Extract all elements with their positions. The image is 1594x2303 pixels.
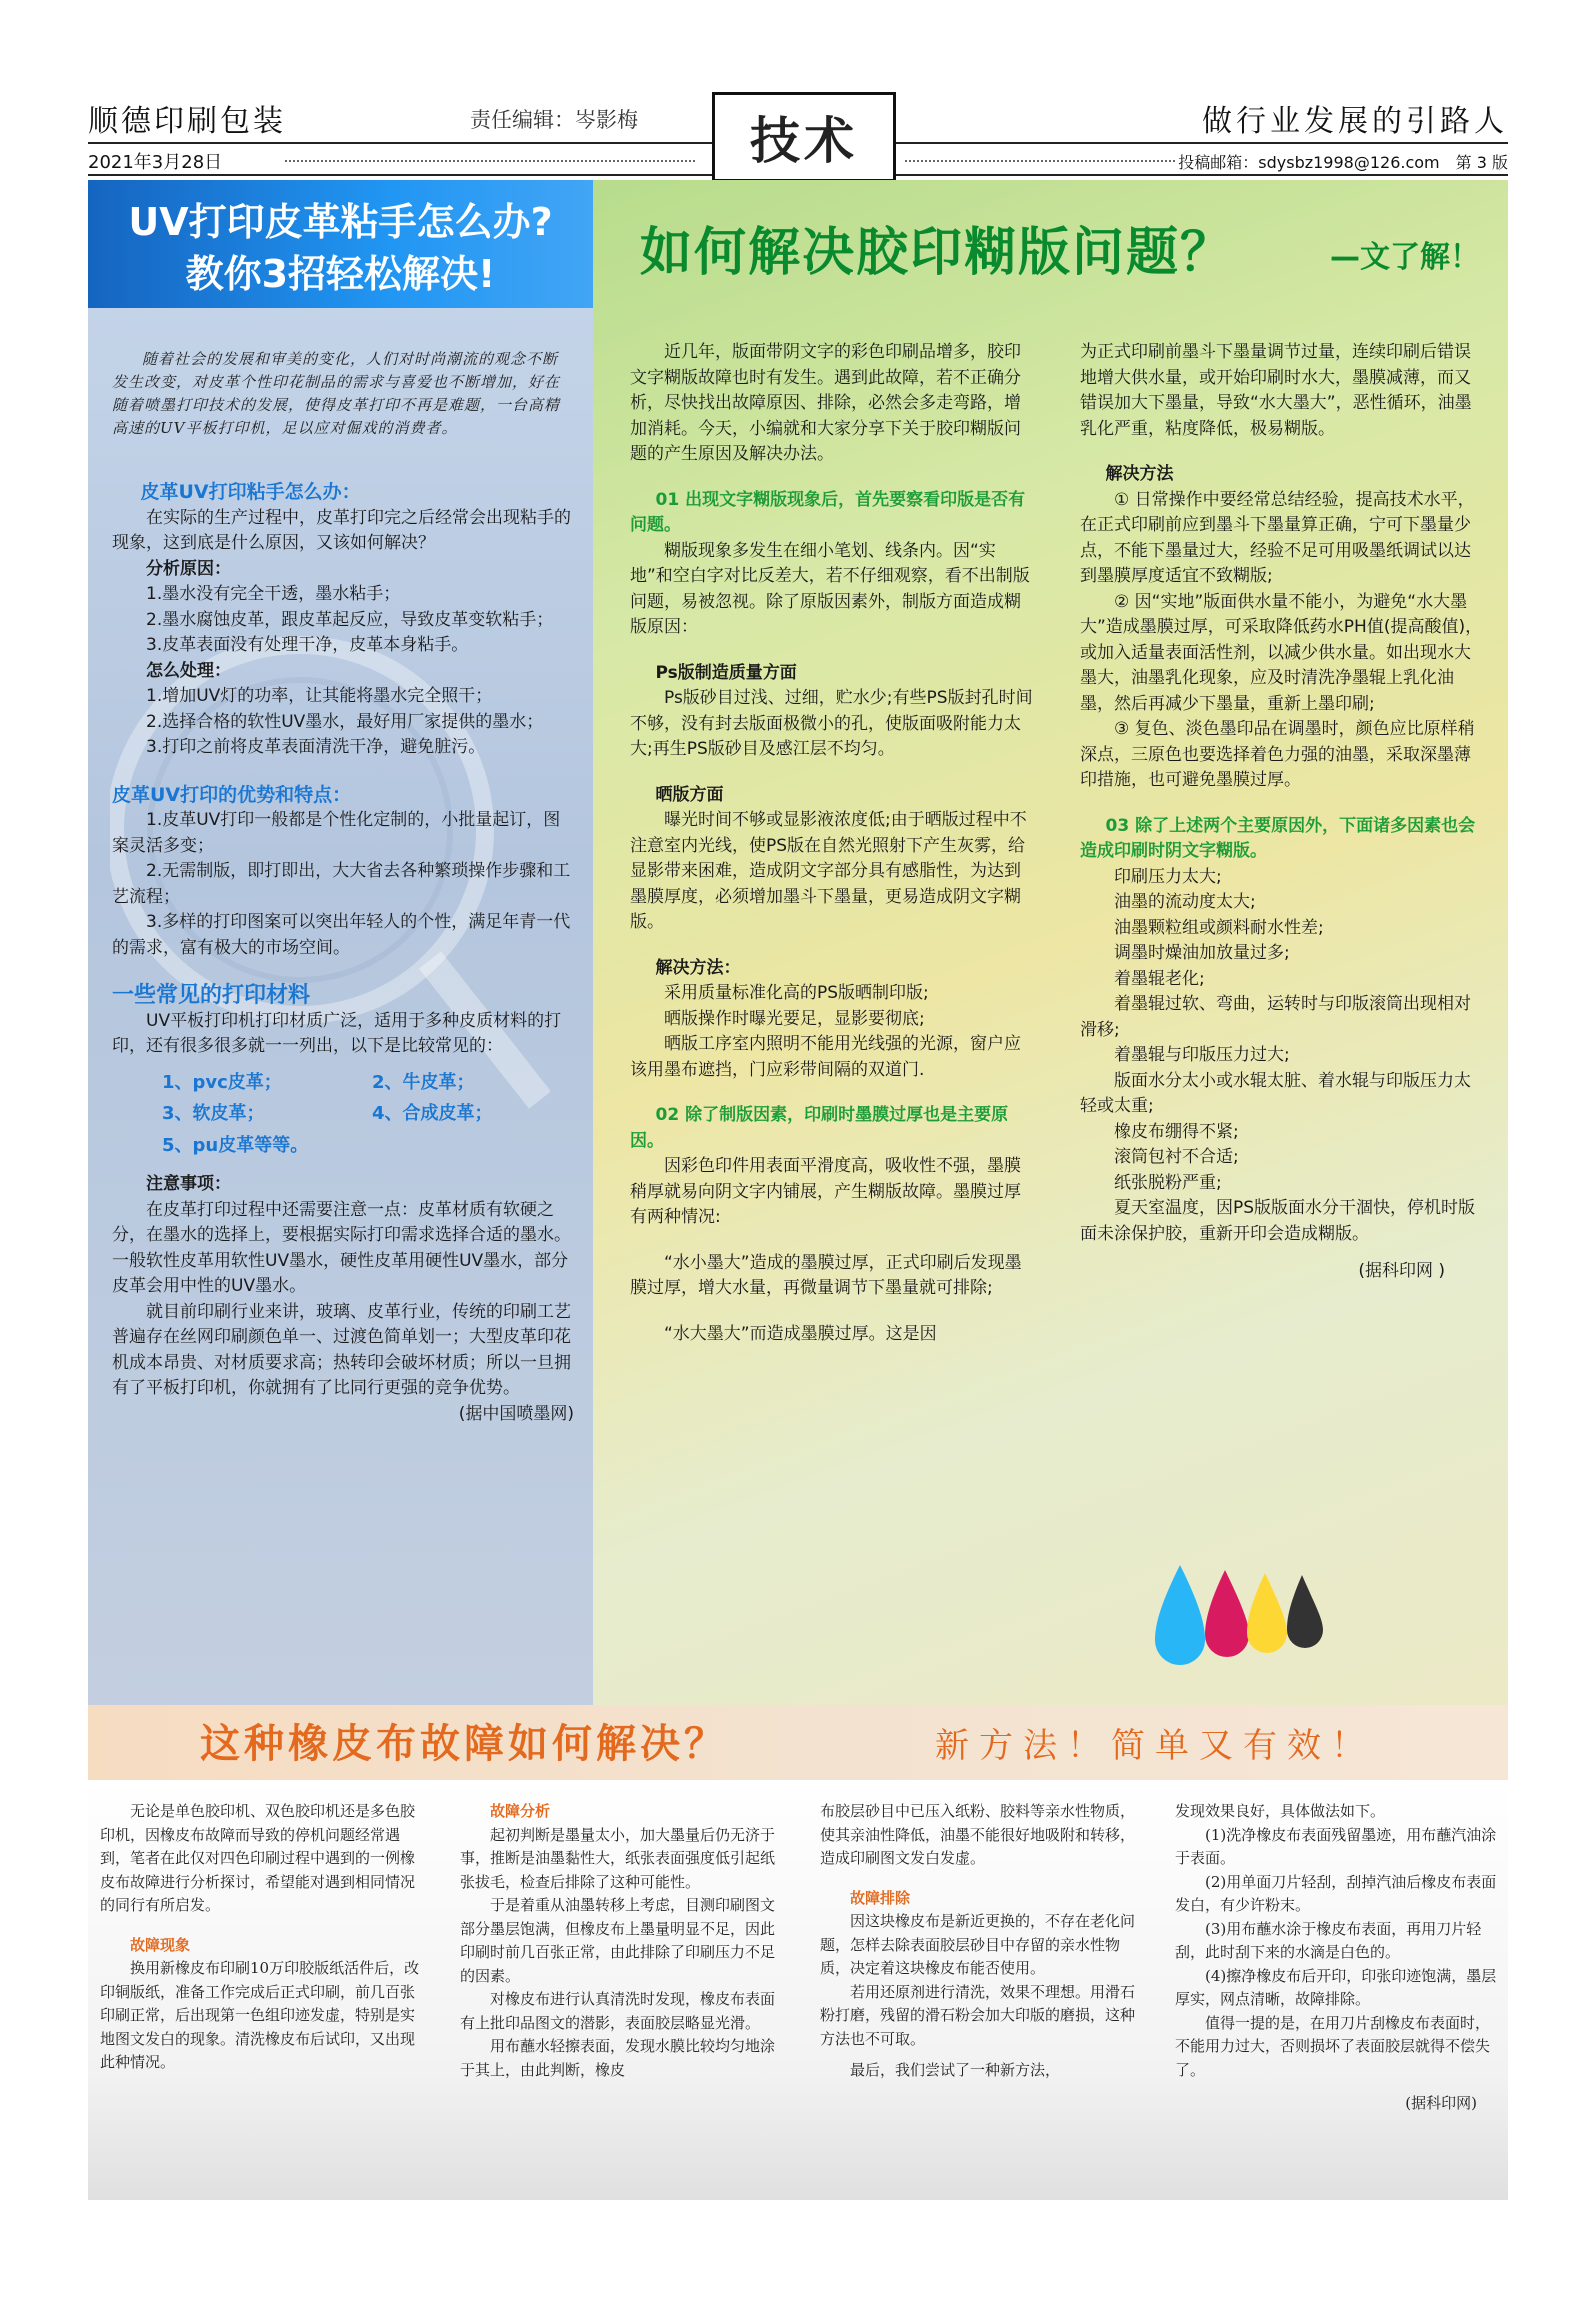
list-item: 印刷压力太大; xyxy=(1114,866,1222,887)
list-item: 1.增加UV灯的功率，让其能将墨水完全照干； xyxy=(146,686,493,706)
paragraph: 发现效果良好，具体做法如下。 xyxy=(1175,1802,1386,1820)
list-item: 3.打印之前将皮革表面清洗干净，避免脏污。 xyxy=(146,737,486,757)
paragraph: “水大墨大”而造成墨膜过厚。这是因 xyxy=(664,1323,937,1344)
sub-heading: Ps版制造质量方面 xyxy=(655,662,797,683)
list-item: 着墨辊过软、弯曲，运转时与印版滚筒出现相对滑移; xyxy=(1080,994,1471,1040)
list-item: 3.皮革表面没有处理干净，皮革本身粘手。 xyxy=(146,635,469,655)
sub-heading: 故障分析 xyxy=(490,1802,551,1820)
material-item: 2、牛皮革； xyxy=(372,1071,475,1093)
editor-credit: 责任编辑：岑影梅 xyxy=(470,108,638,132)
material-item: 5、pu皮革等等。 xyxy=(162,1134,309,1156)
sub-heading: 晒版方面 xyxy=(655,784,724,805)
dotted-divider-right xyxy=(905,160,1175,162)
bottom-col4 xyxy=(1175,1800,1497,2116)
left-intro: 随着社会的发展和审美的变化，人们对时尚潮流的观念不断发生改变，对皮革个性印花制品的需求与喜爱也不断增加，好在随着喷墨打印技术的发展，使得皮革打印不再是难题，一台高精高速的UV平板打印机，足以应对倔戏的消费者。 xyxy=(112,350,561,437)
list-item: 2.选择合格的软性UV墨水，最好用厂家提供的墨水； xyxy=(146,711,544,732)
paragraph: 若用还原剂进行清洗，效果不理想。用滑石粉打磨，残留的滑石粉会加大印版的磨损，这种方法也不可取。 xyxy=(820,1982,1136,2048)
list-item: 1.墨水没有完全干透，墨水粘手； xyxy=(146,584,401,604)
right-article-col2 xyxy=(1080,340,1485,1285)
list-item: 1.皮革UV打印一般都是个性化定制的，小批量起订，图案灵活多变； xyxy=(112,810,561,856)
list-item: (2)用单面刀片轻刮，刮掉汽油后橡皮布表面发白，有少许粉末。 xyxy=(1175,1872,1497,1914)
sub-heading: 注意事项： xyxy=(146,1174,231,1194)
paragraph: 因这块橡皮布是新近更换的，不存在老化问题，怎样去除表面胶层砂目中存留的亲水性物质，决定着这块橡皮布能否使用。 xyxy=(820,1912,1136,1977)
dotted-divider-left xyxy=(285,160,695,162)
source-credit: (据科印网 ) xyxy=(1358,1261,1445,1281)
list-item: 版面水分太小或水辊太脏、着水辊与印版压力太轻或太重; xyxy=(1080,1070,1471,1116)
paragraph: 布胶层砂目中已压入纸粉、胶料等亲水性物质，使其亲油性降低，油墨不能很好地吸附和转移，造成印刷图文发白发虚。 xyxy=(820,1802,1136,1867)
ink-drops-illustration xyxy=(1150,1555,1330,1675)
bottom-article-subtitle: 新方法！简单又有效！ xyxy=(935,1726,1375,1766)
paragraph: 近几年，版面带阴文字的彩色印刷品增多，胶印文字糊版故障也时有发生。遇到此故障，若不正确分析，尽快找出故障原因、排除，必然会多走弯路，增加消耗。今天，小编就和大家分享下关于胶印糊版问题的产生原因及解决办法。 xyxy=(630,342,1021,464)
material-item: 4、合成皮革； xyxy=(372,1103,493,1124)
sub-heading: 故障排除 xyxy=(850,1888,911,1907)
list-item: 滚筒包衬不合适; xyxy=(1114,1147,1239,1167)
list-item: ③ 复色、淡色墨印品在调墨时，颜色应比原样稍深点，三原色也要选择着色力强的油墨，采取深墨薄印措施，也可避免墨膜过厚。 xyxy=(1080,719,1475,790)
list-item: 2.墨水腐蚀皮革，跟皮革起反应，导致皮革变软粘手； xyxy=(146,609,554,630)
material-item: 3、软皮革； xyxy=(162,1103,265,1124)
paper-name: 顺德印刷包装 xyxy=(88,104,286,139)
bottom-article-title: 这种橡皮布故障如何解决？ xyxy=(200,1721,728,1767)
paragraph: 无论是单色胶印机、双色胶印机还是多色胶印机，因橡皮布故障而导致的停机问题经常遇到，笔者在此仅对四色印刷过程中遇到的一例橡皮布故障进行分析探讨，希望能对遇到相同情况的同行有所启发。 xyxy=(100,1802,416,1914)
material-item: 1、pvc皮革； xyxy=(162,1071,282,1093)
paragraph: 于是着重从油墨转移上考虑，目测印刷图文部分墨层饱满，但橡皮布上墨量明显不足，因此印刷时前几百张正常，由此排除了印刷压力不足的因素。 xyxy=(460,1896,776,1985)
bottom-col1 xyxy=(100,1800,422,2075)
section-heading: 皮革UV打印的优势和特点： xyxy=(112,783,352,806)
source-credit: (据中国喷墨网) xyxy=(458,1403,574,1424)
list-item: 油墨的流动度太大; xyxy=(1114,892,1256,912)
section-heading: 03 除了上述两个主要原因外，下面诸多因素也会造成印刷时阴文字糊版。 xyxy=(1080,815,1476,861)
list-item: 着墨辊与印版压力过大; xyxy=(1114,1045,1290,1065)
paragraph: Ps版砂目过浅、过细，贮水少;有些PS版封孔时间不够，没有封去版面极微小的孔，使版面吸附能力太大;再生PS版砂目及感江层不均匀。 xyxy=(630,688,1033,759)
paragraph: UV平板打印机打印材质广泛，适用于多种皮质材料的打印，还有很多很多就一一列出，以下是比较常见的： xyxy=(112,1010,562,1056)
list-item: 晒版操作时曝光要足，显影要彻底; xyxy=(664,1008,925,1029)
sub-heading: 故障现象 xyxy=(130,1935,191,1954)
list-item: 2.无需制版，即打即出，大大省去各种繁琐操作步骤和工艺流程； xyxy=(112,861,571,907)
list-item: 晒版工序室内照明不能用光线强的光源，窗户应该用墨布遮挡，门应彩带间隔的双道门. xyxy=(630,1034,1021,1080)
paragraph: 用布蘸水轻擦表面，发现水膜比较均匀地涂于其上，由此判断，橡皮 xyxy=(460,2037,776,2079)
sub-heading: 分析原因： xyxy=(146,558,231,579)
sub-heading: 解决方法 xyxy=(1105,464,1174,484)
list-item: ② 因“实地”版面供水量不能小，为避免“水大墨大”造成墨膜过厚，可采取降低药水PH值(提高酸值)，或加入适量表面活性剂，以减少供水量。如出现水大墨大，油墨乳化现象，应及时清洗净墨辊上乳化油墨，然后再减少下墨量，重新上墨印刷; xyxy=(1080,591,1483,714)
paragraph: “水小墨大”造成的墨膜过厚，正式印刷后发现墨膜过厚，增大水量，再微量调节下墨量就可排除; xyxy=(630,1252,1022,1298)
paragraph: 就目前印刷行业来讲，玻璃、皮革行业，传统的印刷工艺普遍存在丝网印刷颜色单一、过渡色简单划一；大型皮革印花机成本昂贵、对材质要求高；热转印会破坏材质；所以一旦拥有了平板打印机，你就拥有了比同行更强的竞争优势。 xyxy=(112,1301,571,1398)
paragraph: 为正式印刷前墨斗下墨量调节过量，连续印刷后错误地增大供水量，或开始印刷时水大，墨膜减薄，而又错误加大下墨量，导致“水大墨大”，恶性循环，油墨乳化严重，粘度降低，极易糊版。 xyxy=(1080,342,1472,439)
list-item: 橡皮布绷得不紧; xyxy=(1114,1121,1239,1142)
materials-list xyxy=(162,1070,574,1159)
list-item: 着墨辊老化; xyxy=(1114,968,1205,989)
list-item: 油墨颗粒组或颜料耐水性差; xyxy=(1114,917,1324,938)
paragraph: 因彩色印件用表面平滑度高，吸收性不强，墨膜稍厚就易向阴文字内铺展，产生糊版故障。墨膜过厚有两种情况: xyxy=(630,1156,1021,1227)
paragraph: 最后，我们尝试了一种新方法， xyxy=(850,2061,1061,2079)
paragraph: 在实际的生产过程中，皮革打印完之后经常会出现粘手的现象，这到底是什么原因，又该如何解决？ xyxy=(112,507,571,553)
list-item: (1)洗净橡皮布表面残留墨迹，用布蘸汽油涂于表面。 xyxy=(1175,1825,1497,1867)
list-item: (4)擦净橡皮布后开印，印张印迹饱满，墨层厚实，网点清晰，故障排除。 xyxy=(1175,1966,1497,2008)
sub-heading: 怎么处理： xyxy=(146,660,231,681)
paragraph: 换用新橡皮布印刷10万印胶版纸活件后，改印铜版纸，准备工作完成后正式印刷，前几百张印刷正常，后出现第一色组印迹发虚，特别是实地图文发白的现象。清洗橡皮布后试印，又出现此种情况。 xyxy=(100,1959,420,2071)
list-item: 调墨时燥油加放量过多; xyxy=(1114,943,1290,963)
issue-date: 2021年3月28日 xyxy=(88,152,223,173)
source-credit: (据科印网) xyxy=(1405,2094,1477,2112)
paragraph: 曝光时间不够或显影液浓度低;由于晒版过程中不注意室内光线，使PS版在自然光照射下产生灰雾，给显影带来困难，造成阴文字部分具有感脂性，为达到墨膜厚度，必须增加墨斗下墨量，更易造成阴文字糊版。 xyxy=(630,810,1027,932)
list-item: 采用质量标准化高的PS版晒制印版; xyxy=(664,983,929,1003)
list-item: 3.多样的打印图案可以突出年轻人的个性，满足年青一代的需求，富有极大的市场空间。 xyxy=(112,912,571,958)
left-article-body xyxy=(112,480,574,1427)
slogan: 做行业发展的引路人 xyxy=(1202,104,1508,139)
section-heading: 01 出现文字糊版现象后，首先要察看印版是否有问题。 xyxy=(630,489,1026,535)
bottom-col2 xyxy=(460,1800,782,2082)
section-heading: 一些常见的打印材料 xyxy=(112,983,311,1008)
masthead-rule-left xyxy=(88,142,712,144)
paragraph: 糊版现象多发生在细小笔划、线条内。因“实地”和空白字对比反差大，若不仔细观察，看不出制版问题，易被忽视。除了原版因素外，制版方面造成糊版原因： xyxy=(630,540,1030,637)
bottom-col3 xyxy=(820,1800,1142,2083)
paragraph: 对橡皮布进行认真清洗时发现，橡皮布表面有上批印品图文的潜影，表面胶层略显光滑。 xyxy=(460,1990,776,2032)
section-label: 技术 xyxy=(712,92,896,182)
right-article-col1 xyxy=(630,340,1035,1347)
masthead-rule-right xyxy=(890,142,1508,144)
right-article-title: 如何解决胶印糊版问题？ xyxy=(640,223,1235,283)
paragraph: 夏天室温度，因PS版版面水分干涸快，停机时版面未涂保护胶，重新开印会造成糊版。 xyxy=(1080,1198,1476,1244)
list-item: ① 日常操作中要经常总结经验，提高技术水平，在正式印刷前应到墨斗下墨量算正确，宁可下墨量少点，不能下墨量过大，经验不足可用吸墨纸调试以达到墨膜厚度适宜不致糊版; xyxy=(1080,489,1475,586)
sub-heading: 解决方法： xyxy=(655,957,741,978)
right-article-subtitle: —文了解！ xyxy=(1330,240,1480,275)
section-heading: 皮革UV打印粘手怎么办： xyxy=(140,481,361,503)
paragraph: 在皮革打印过程中还需要注意一点：皮革材质有软硬之分，在墨水的选择上，要根据实际打印需求选择合适的墨水。一般软性皮革用软性UV墨水，硬性皮革用硬性UV墨水，部分皮革会用中性的UV墨水。 xyxy=(112,1199,571,1296)
paragraph: 起初判断是墨量太小，加大墨量后仍无济于事，推断是油墨黏性大，纸张表面强度低引起纸张拔毛，检查后排除了这种可能性。 xyxy=(460,1825,776,1891)
list-item: (3)用布蘸水涂于橡皮布表面，再用刀片轻刮，此时刮下来的水滴是白色的。 xyxy=(1175,1919,1482,1961)
section-heading: 02 除了制版因素，印刷时墨膜过厚也是主要原因。 xyxy=(630,1105,1009,1151)
list-item: 纸张脱粉严重; xyxy=(1114,1172,1222,1193)
email-page-info: 投稿邮箱：sdysbz1998@126.com 第 3 版 xyxy=(1178,153,1508,172)
paragraph: 值得一提的是，在用刀片刮橡皮布表面时，不能用力过大，否则损坏了表面胶层就得不偿失了。 xyxy=(1175,2013,1491,2079)
left-article-title: UV打印皮革粘手怎么办? 教你3招轻松解决! xyxy=(128,200,553,296)
